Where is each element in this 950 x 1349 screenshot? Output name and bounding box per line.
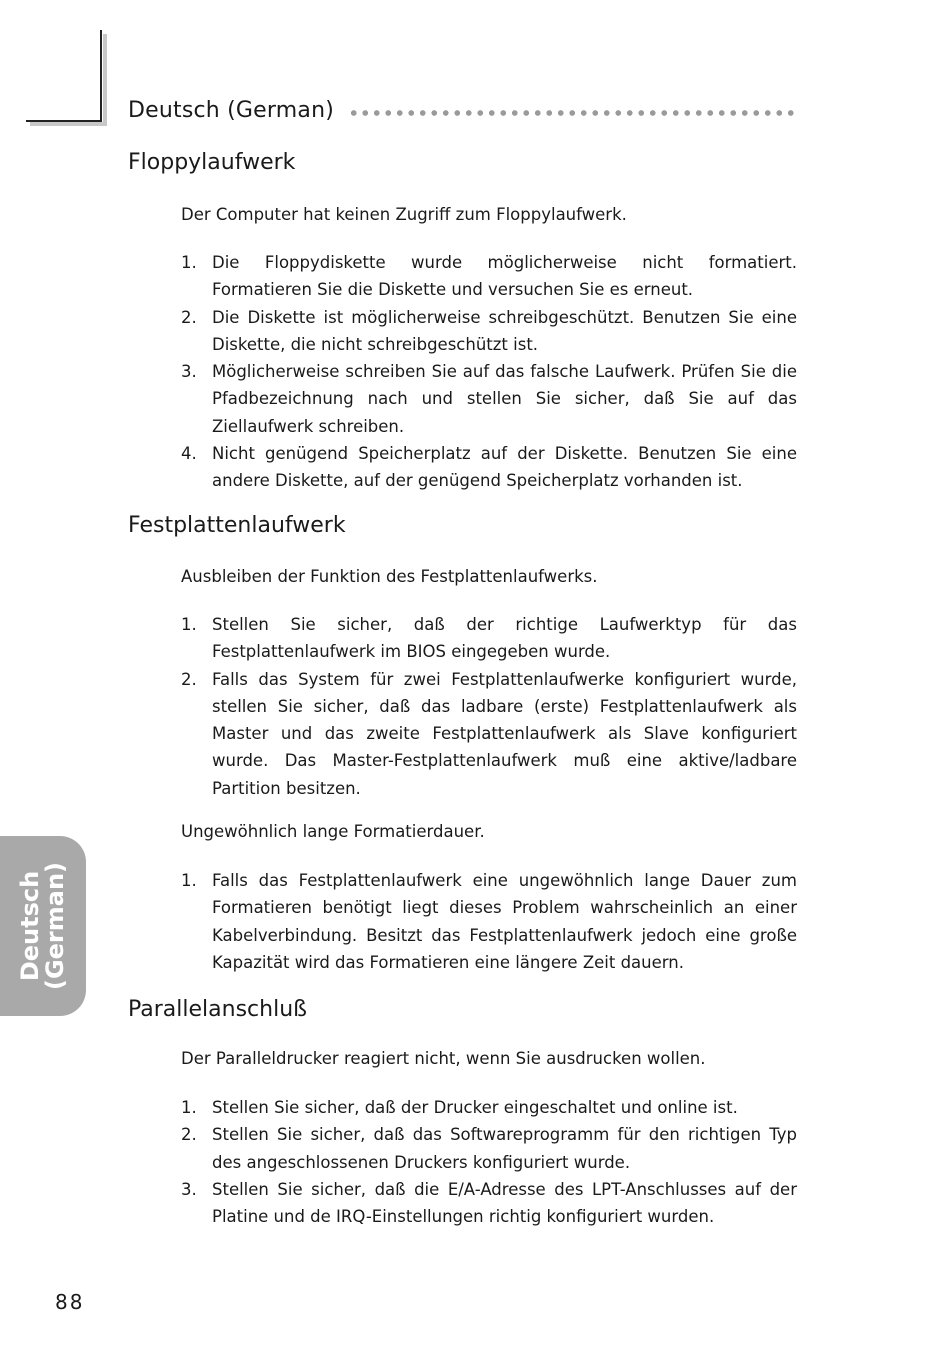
parallel-solution-list [181, 1094, 797, 1230]
problem-heading-parallel: Der Paralleldrucker reagiert nicht, wenn Sie ausdrucken wollen. [181, 1049, 706, 1068]
harddisk-function-solution-list [181, 611, 797, 802]
section-title-parallel: Parallelanschluß [128, 997, 307, 1022]
list-item: 1. Die Floppydiskette wurde möglicherweise nicht formatiert. Formatieren Sie die Diskette und versuchen Sie es erneut. [181, 253, 797, 300]
list-item: 3. Möglicherweise schreiben Sie auf das falsche Laufwerk. Prüfen Sie die Pfadbezeichnung nach und stellen Sie sicher, daß Sie auf das Ziellaufwerk schreiben. [181, 362, 797, 436]
side-tab-line-2: (German) [41, 861, 69, 991]
section-title-harddisk: Festplattenlaufwerk [128, 513, 346, 538]
side-tab-line-1: Deutsch [16, 870, 44, 982]
floppy-solution-list [181, 249, 797, 495]
side-tab-label [18, 862, 68, 990]
corner-crop-mark [26, 30, 104, 126]
list-item: 2. Stellen Sie sicher, daß das Softwareprogramm für den richtigen Typ des angeschlossenen Druckers konfiguriert wurde. [181, 1125, 797, 1172]
list-item: 3. Stellen Sie sicher, daß die E/A-Adresse des LPT-Anschlusses auf der Platine und de IRQ-Einstellungen richtig konfiguriert wurden. [181, 1179, 797, 1227]
problem-heading-harddisk-function: Ausbleiben der Funktion des Festplattenlaufwerks. [181, 567, 598, 586]
header-dotted-rule [348, 109, 798, 117]
list-item: 1. Falls das Festplattenlaufwerk eine ungewöhnlich lange Dauer zum Formatieren benötigt liegt dieses Problem wahrscheinlich an einer Kabelverbindung. Besitzt das Festplattenlaufwerk jedoch eine große Kapazität wird das Formatieren eine längere Zeit dauern. [181, 871, 797, 972]
problem-heading-harddisk-format: Ungewöhnlich lange Formatierdauer. [181, 822, 485, 841]
page-number: 88 [55, 1290, 85, 1314]
list-item: 2. Die Diskette ist möglicherweise schreibgeschützt. Benutzen Sie eine Diskette, die nicht schreibgeschützt ist. [181, 307, 797, 354]
list-item: 1. Stellen Sie sicher, daß der Drucker eingeschaltet und online ist. [181, 1098, 738, 1117]
language-side-tab [0, 836, 86, 1016]
header-title: Deutsch (German) [128, 97, 335, 123]
page-header [128, 92, 798, 128]
list-item: 4. Nicht genügend Speicherplatz auf der Diskette. Benutzen Sie eine andere Diskette, auf der genügend Speicherplatz vorhanden ist. [181, 444, 797, 491]
problem-heading-floppy: Der Computer hat keinen Zugriff zum Floppylaufwerk. [181, 205, 627, 224]
list-item: 2. Falls das System für zwei Festplattenlaufwerke konfiguriert wurde, stellen Sie sicher, daß das ladbare (erste) Festplattenlaufwerk als Master und das zweite Festplattenlaufwerk als Slave konfiguriert wurde. Das Master-Festplattenlaufwerk muß eine aktive/ladbare Partition besitzen. [181, 669, 797, 798]
list-item: 1. Stellen Sie sicher, daß der richtige Laufwerktyp für das Festplattenlaufwerk im BIOS eingegeben wurde. [181, 615, 797, 662]
section-title-floppy: Floppylaufwerk [128, 150, 296, 175]
harddisk-format-solution-list [181, 867, 797, 976]
